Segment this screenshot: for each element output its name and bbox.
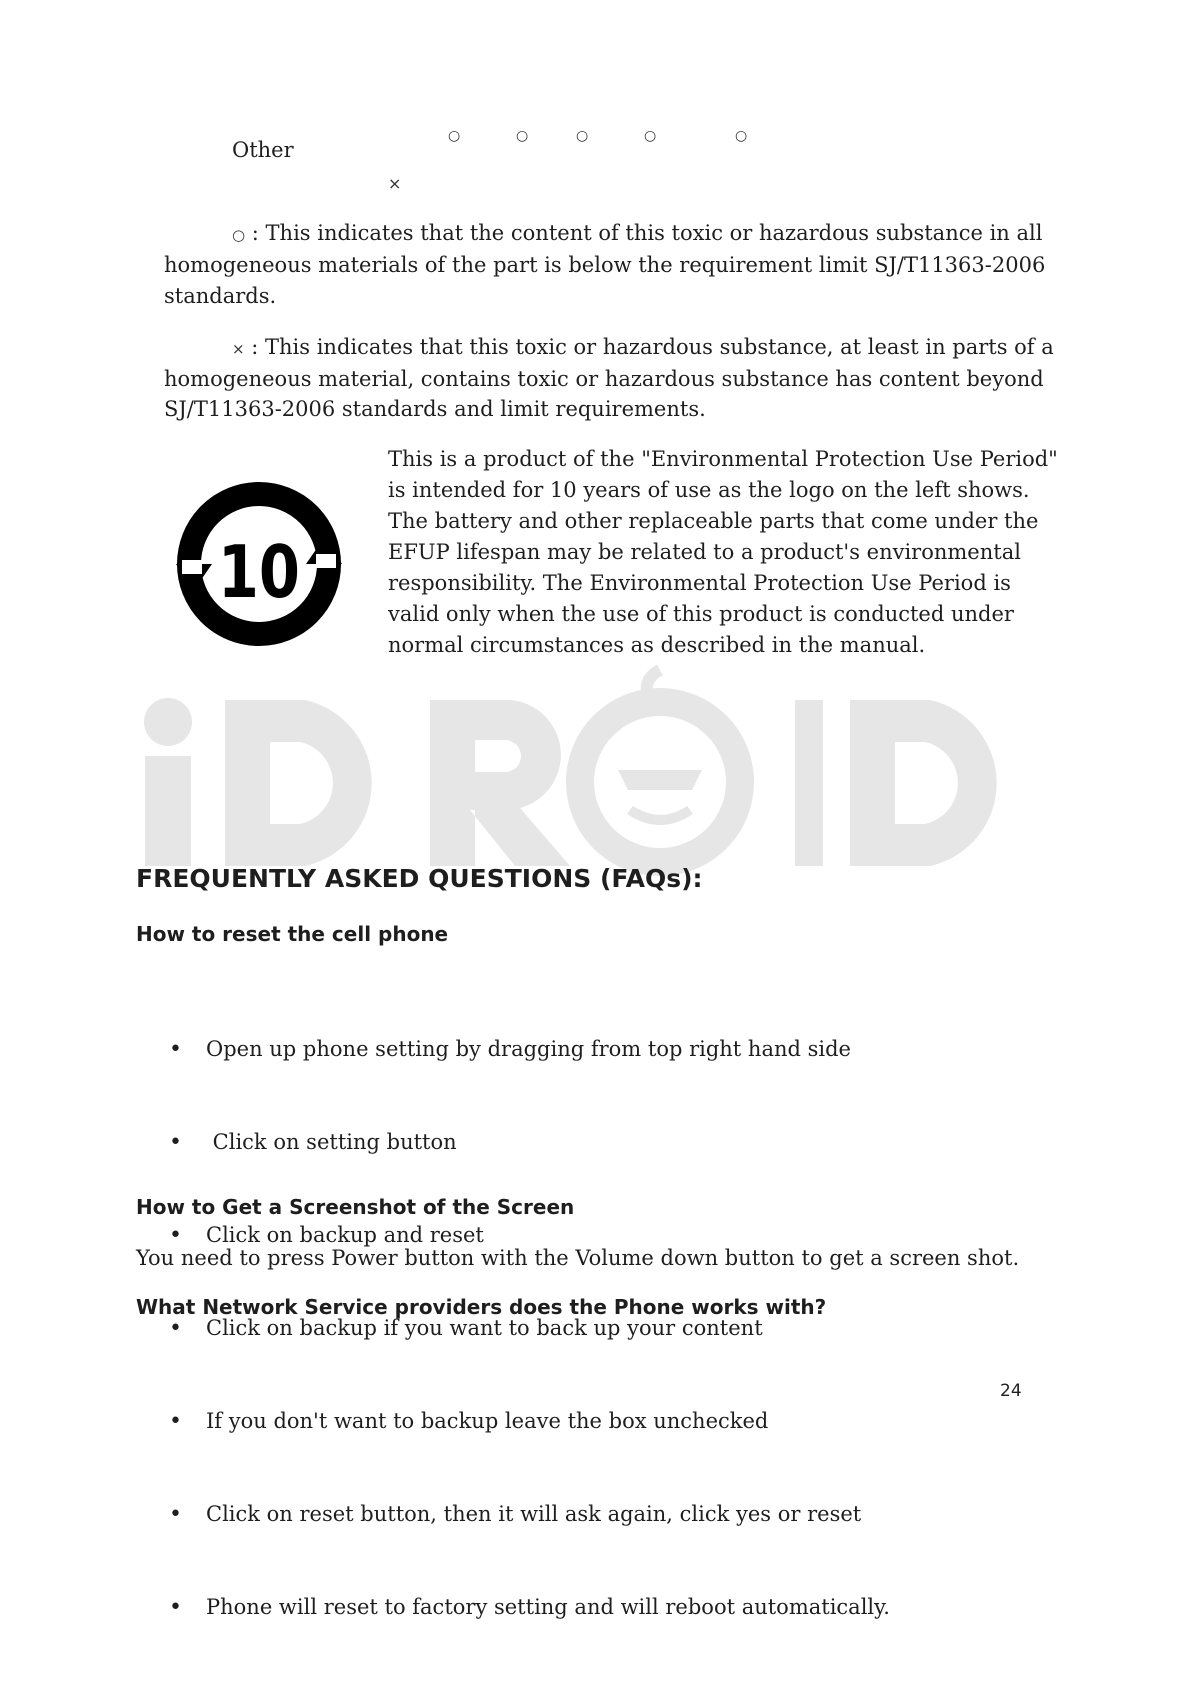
efup-line: responsibility. The Environmental Protection Use Period is [388,571,1011,595]
list-item: • Open up phone setting by dragging from top right hand side [136,1034,1036,1065]
legend-cross-line-1 [232,332,1054,365]
legend-circle-line-1 [232,218,1042,251]
legend-circle-line-3: standards. [164,284,277,308]
list-item: • Click on backup if you want to back up your content [136,1313,1036,1344]
efup-line: valid only when the use of this product is conducted under [388,602,1014,626]
page-number: 24 [1000,1381,1022,1401]
cross-symbol: × [232,340,245,358]
efup-line: The battery and other replaceable parts that come under the [388,509,1039,533]
table-mark: ○ [735,128,748,144]
list-item: • Phone will reset to factory setting and will reboot automatically. [136,1592,1036,1623]
screenshot-title: How to Get a Screenshot of the Screen [136,1195,575,1219]
efup-line: is intended for 10 years of use as the logo on the left shows. [388,478,1030,502]
circle-symbol: ○ [232,226,246,244]
legend-cross-line-3: SJ/T11363-2006 standards and limit requirements. [164,397,706,421]
reset-title: How to reset the cell phone [136,922,449,946]
list-item: • Click on setting button [136,1127,1036,1158]
efup-10-logo [172,472,347,657]
table-mark: ○ [644,128,657,144]
logo-number: 10 [217,530,300,615]
faq-heading: FREQUENTLY ASKED QUESTIONS (FAQs): [136,864,703,893]
table-cross: × [388,174,402,193]
network-title: What Network Service providers does the Phone works with? [136,1295,827,1319]
list-item: • If you don't want to backup leave the box unchecked [136,1406,1036,1437]
table-row-label: Other [232,138,294,162]
efup-paragraph [388,444,1058,661]
legend-circle-text: : This indicates that the content of this toxic or hazardous substance in all [251,221,1043,245]
table-mark: ○ [516,128,529,144]
list-item: • Click on reset button, then it will ask again, click yes or reset [136,1499,1036,1530]
legend-cross-text: : This indicates that this toxic or hazardous substance, at least in parts of a [251,335,1054,359]
efup-line: This is a product of the "Environmental Protection Use Period" [388,447,1058,471]
screenshot-text: You need to press Power button with the Volume down button to get a screen shot. [136,1246,1020,1270]
reset-steps-list [136,972,1036,1685]
efup-line: normal circumstances as described in the manual. [388,633,926,657]
idroid-watermark [140,660,1040,880]
table-mark: ○ [448,128,461,144]
efup-line: EFUP lifespan may be related to a product's environmental [388,540,1021,564]
list-item: • Click on backup and reset [136,1220,1036,1251]
legend-circle-line-2: homogeneous materials of the part is below the requirement limit SJ/T11363-2006 [164,253,1046,277]
legend-cross-line-2: homogeneous material, contains toxic or hazardous substance has content beyond [164,367,1044,391]
table-mark: ○ [576,128,589,144]
